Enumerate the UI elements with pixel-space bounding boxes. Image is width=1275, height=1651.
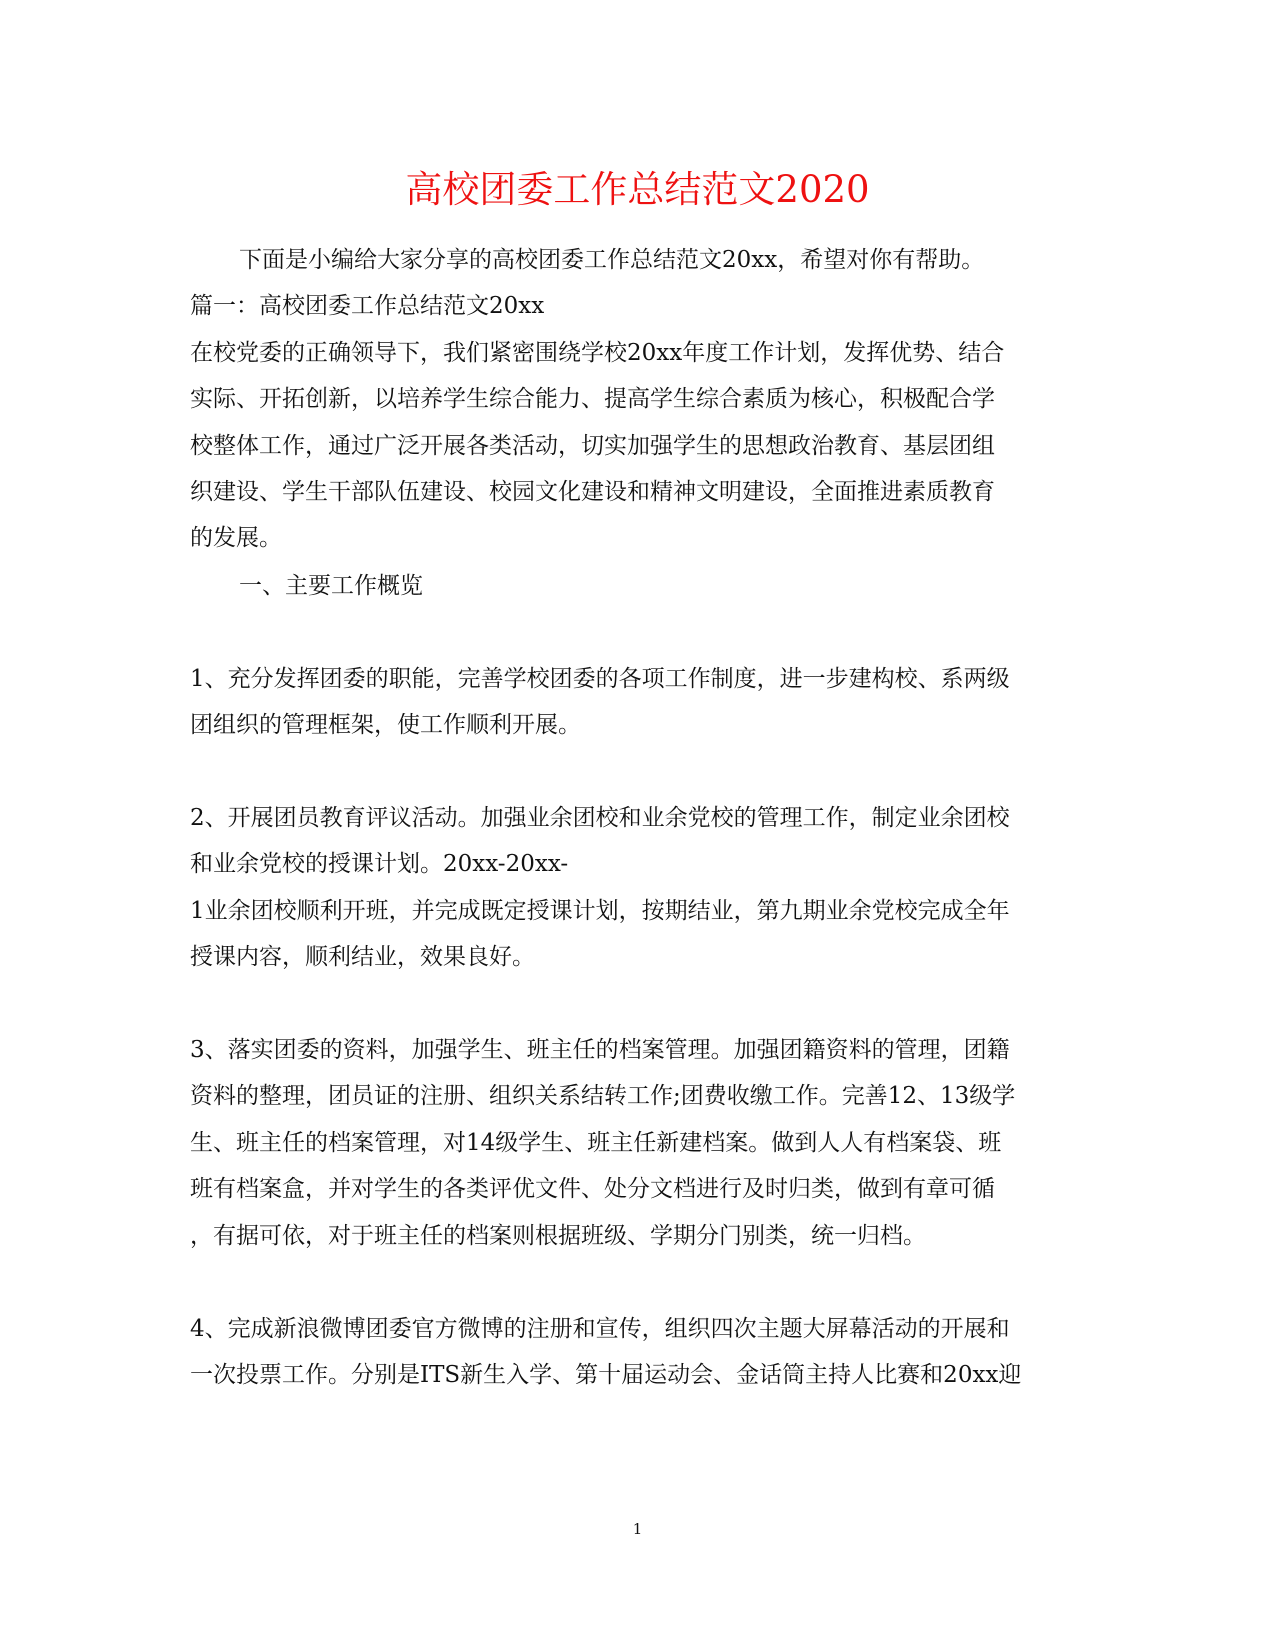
list-item-line: 3、落实团委的资料，加强学生、班主任的档案管理。加强团籍资料的管理，团籍 [190,1037,1010,1063]
paragraph-line: 织建设、学生干部队伍建设、校园文化建设和精神文明建设，全面推进素质教育 [190,479,995,505]
paragraph-line: 校整体工作，通过广泛开展各类活动，切实加强学生的思想政治教育、基层团组 [190,433,995,459]
list-item-line: 班有档案盒，并对学生的各类评优文件、处分文档进行及时归类，做到有章可循 [190,1176,995,1202]
list-item-line: 一次投票工作。分别是ITS新生入学、第十届运动会、金话筒主持人比赛和20xx迎 [190,1362,1022,1388]
paragraph-line: 在校党委的正确领导下，我们紧密围绕学校20xx年度工作计划，发挥优势、结合 [190,340,1005,366]
list-item-line: 资料的整理，团员证的注册、组织关系结转工作;团费收缴工作。完善12、13级学 [190,1083,1016,1109]
list-item-line: 团组织的管理框架，使工作顺利开展。 [190,712,581,738]
list-item-line: 2、开展团员教育评议活动。加强业余团校和业余党校的管理工作，制定业余团校 [190,805,1010,831]
list-item-line: 1业余团校顺利开班，并完成既定授课计划，按期结业，第九期业余党校完成全年 [190,898,1010,924]
section-heading: 一、主要工作概览 [239,573,423,599]
paragraph-line: 实际、开拓创新，以培养学生综合能力、提高学生综合素质为核心，积极配合学 [190,386,995,412]
list-item-line: 4、完成新浪微博团委官方微博的注册和宣传，组织四次主题大屏幕活动的开展和 [190,1316,1010,1342]
paragraph-line: 的发展。 [190,525,282,551]
document-title: 高校团委工作总结范文2020 [405,168,870,211]
list-item-line: ，有据可依，对于班主任的档案则根据班级、学期分门别类，统一归档。 [190,1223,926,1249]
list-item-line: 授课内容，顺利结业，效果良好。 [190,944,535,970]
intro-text: 下面是小编给大家分享的高校团委工作总结范文20xx，希望对你有帮助。 [239,247,985,273]
list-item-line: 1、充分发挥团委的职能，完善学校团委的各项工作制度，进一步建构校、系两级 [190,666,1010,692]
list-item-line: 生、班主任的档案管理，对14级学生、班主任新建档案。做到人人有档案袋、班 [190,1130,1002,1156]
list-item-line: 和业余党校的授课计划。20xx-20xx- [190,851,569,877]
subtitle-text: 篇一：高校团委工作总结范文20xx [190,293,545,319]
page-number: 1 [632,1520,643,1538]
